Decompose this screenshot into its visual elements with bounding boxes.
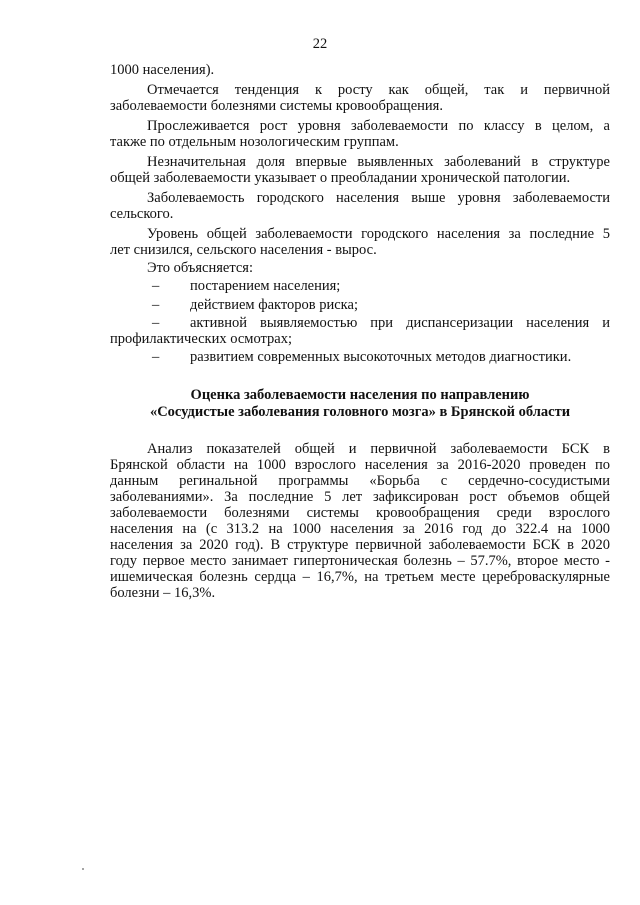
text-line: данным регинальной программы «Борьба с сердечно-сосудистыми <box>110 473 610 489</box>
text-line: заболеваниями». За последние 5 лет зафиксирован рост объемов общей <box>110 489 610 505</box>
section-heading: Оценка заболеваемости населения по направлению <box>190 387 530 403</box>
text-line: Незначительная доля впервые выявленных заболеваний в структуре <box>147 154 610 170</box>
text-line: ишемическая болезнь сердца – 16,7%, на третьем месте цереброваскулярные <box>110 569 610 585</box>
list-dash: – <box>152 315 160 331</box>
text-line: Прослеживается рост уровня заболеваемости по классу в целом, а <box>147 118 610 134</box>
text-line: населения на (с 313.2 на 1000 населения за 2016 год до 322.4 на 1000 <box>110 521 610 537</box>
section-heading: «Сосудистые заболевания головного мозга» в Брянской области <box>149 404 571 420</box>
text-line: году первое место занимает гипертоническая болезнь – 57.7%, второе место - <box>110 553 610 569</box>
list-dash: – <box>152 297 160 313</box>
text-line: сельского. <box>110 206 174 222</box>
scan-speck <box>82 868 84 870</box>
text-line: Отмечается тенденция к росту как общей, так и первичной <box>147 82 610 98</box>
text-line: Уровень общей заболеваемости городского населения за последние 5 <box>147 226 610 242</box>
list-item: развитием современных высокоточных методов диагностики. <box>190 349 572 365</box>
text-line: заболеваемости болезнями системы кровообращения среди взрослого <box>110 505 610 521</box>
text-line: Анализ показателей общей и первичной заболеваемости БСК в <box>147 441 610 457</box>
text-line: также по отдельным нозологическим группам. <box>110 134 399 150</box>
text-line: Брянской области на 1000 взрослого населения за 2016-2020 проведен по <box>110 457 610 473</box>
list-dash: – <box>152 278 160 294</box>
list-item: действием факторов риска; <box>190 297 358 313</box>
text-line: лет снизился, сельского населения - вырос. <box>110 242 377 258</box>
list-item-continuation: профилактических осмотрах; <box>110 331 293 347</box>
page-number: 22 <box>312 36 328 52</box>
text-line: болезни – 16,3%. <box>110 585 216 601</box>
text-line: Заболеваемость городского населения выше уровня заболеваемости <box>147 190 610 206</box>
text-line: общей заболеваемости указывает о преобладании хронической патологии. <box>110 170 571 186</box>
list-item: активной выявляемостью при диспансеризации населения и <box>190 315 610 331</box>
list-dash: – <box>152 349 160 365</box>
text-line: 1000 населения). <box>110 62 215 78</box>
text-line: населения за 2020 год). В структуре первичной заболеваемости БСК в 2020 <box>110 537 610 553</box>
text-line: заболеваемости болезнями системы кровообращения. <box>110 98 443 114</box>
list-item: постарением населения; <box>190 278 341 294</box>
text-line: Это объясняется: <box>147 260 253 276</box>
